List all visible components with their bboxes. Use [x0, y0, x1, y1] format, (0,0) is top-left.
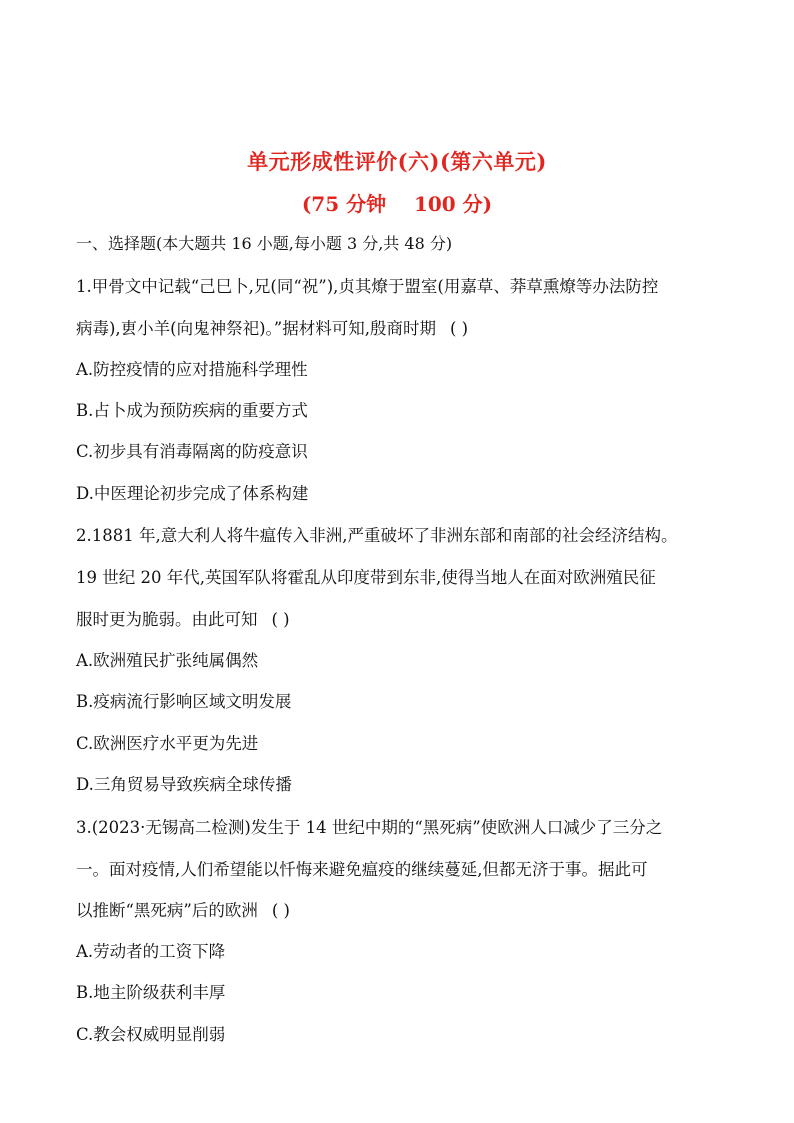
question-3-stem-line-2: 一。面对疫情,人们希望能以忏悔来避免瘟疫的继续蔓延,但都无济于事。据此可 — [76, 860, 648, 879]
answer-blank: ( ) — [450, 319, 469, 338]
question-2-stem-line-1: 2.1881 年,意大利人将牛瘟传入非洲,严重破坏了非洲东部和南部的社会经济结构。 — [76, 526, 678, 545]
answer-blank: ( ) — [271, 901, 290, 920]
question-2-stem-line-2: 19 世纪 20 年代,英国军队将霍乱从印度带到东非,使得当地人在面对欧洲殖民征 — [76, 568, 656, 587]
question-3-option-b: B.地主阶级获利丰厚 — [76, 983, 226, 1002]
question-3-option-c: C.教会权威明显削弱 — [76, 1025, 226, 1044]
question-3-option-a: A.劳动者的工资下降 — [76, 942, 226, 961]
exam-title: 单元形成性评价(六)(第六单元) — [247, 149, 547, 174]
question-1-option-c: C.初步具有消毒隔离的防疫意识 — [76, 442, 308, 461]
question-1-stem-text: 病毒),叀小羊(向鬼神祭祀)。”据材料可知,殷商时期 — [76, 319, 436, 338]
question-3-stem-line-1: 3.(2023·无锡高二检测)发生于 14 世纪中期的“黑死病”使欧洲人口减少了三分之 — [76, 818, 663, 837]
question-1-option-a: A.防控疫情的应对措施科学理性 — [76, 360, 308, 379]
question-1-option-d: D.中医理论初步完成了体系构建 — [76, 484, 309, 503]
question-2-option-d: D.三角贸易导致疾病全球传播 — [76, 775, 292, 794]
question-2-option-b: B.疫病流行影响区域文明发展 — [76, 692, 292, 711]
question-2-stem-line-3 — [76, 606, 290, 630]
question-2-option-a: A.欧洲殖民扩张纯属偶然 — [76, 651, 259, 670]
question-1-option-b: B.占卜成为预防疾病的重要方式 — [76, 401, 308, 420]
answer-blank: ( ) — [271, 610, 290, 629]
question-1-stem-line-2 — [76, 315, 468, 339]
exam-duration-score: (75 分钟 100 分) — [301, 192, 493, 216]
question-1-stem-line-1: 1.甲骨文中记载“己巳卜,兄(同“祝”),贞其燎于盟室(用嘉草、莽草熏燎等办法防控 — [76, 277, 659, 296]
question-3-stem-text: 以推断“黑死病”后的欧洲 — [76, 901, 258, 920]
question-2-stem-text: 服时更为脆弱。由此可知 — [76, 610, 258, 629]
section-header: 一、选择题(本大题共 16 小题,每小题 3 分,共 48 分) — [76, 234, 453, 253]
question-2-option-c: C.欧洲医疗水平更为先进 — [76, 734, 259, 753]
question-3-stem-line-3 — [76, 897, 290, 921]
